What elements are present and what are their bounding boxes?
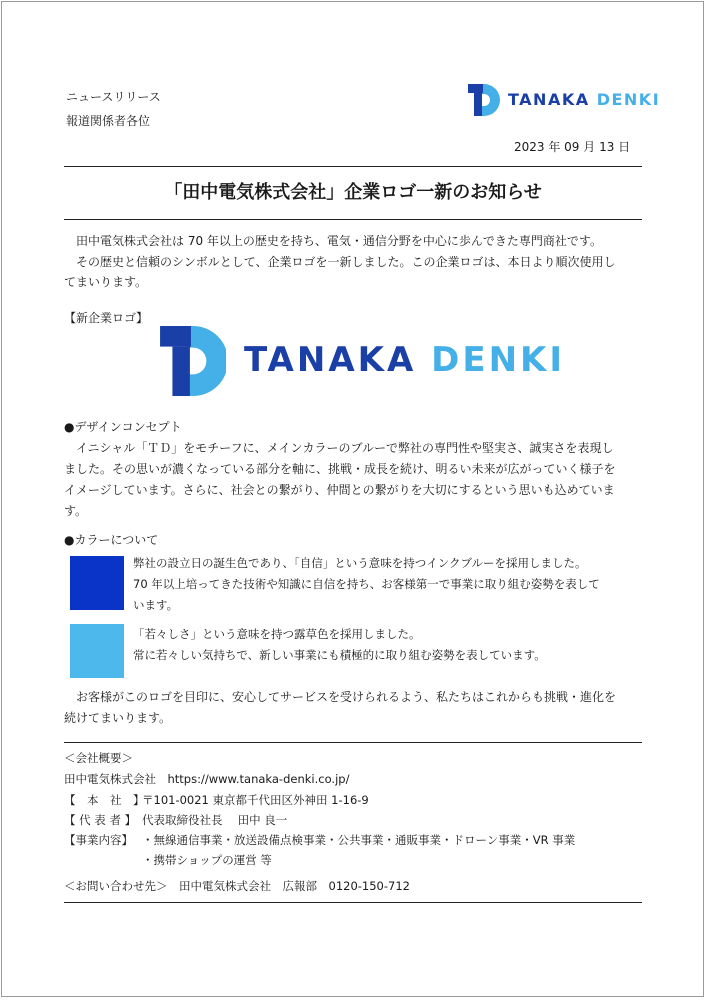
td-logo-mark bbox=[160, 326, 226, 396]
concept-line: す。 bbox=[64, 504, 88, 518]
design-concept-heading: ●デザインコンセプト bbox=[64, 420, 182, 434]
td-logo-mark-small bbox=[468, 84, 500, 116]
intro-line: その歴史と信頼のシンボルとして、企業ロゴを一新しました。この企業ロゴは、本日より順次使用し bbox=[76, 255, 616, 269]
main-logo bbox=[160, 326, 566, 398]
contact-info: ＜お問い合わせ先＞ 田中電気株式会社 広報部 0120-150-712 bbox=[64, 879, 410, 893]
intro-line: てまいります。 bbox=[64, 275, 148, 289]
divider bbox=[64, 166, 642, 167]
business-label: 【事業内容】 bbox=[64, 833, 133, 847]
intro-line: 田中電気株式会社は 70 年以上の歴史を持ち、電気・通信分野を中心に歩んできた専門商社です。 bbox=[76, 234, 602, 248]
main-logo-wordmark: TANAKA DENKI bbox=[244, 340, 566, 380]
hq-label: 【 本 社 】 bbox=[64, 793, 145, 807]
page-title: 「田中電気株式会社」企業ロゴ一新のお知らせ bbox=[164, 182, 542, 203]
representative-value: 代表取締役社長 田中 良一 bbox=[142, 813, 288, 827]
business-line: ・携帯ショップの運営 等 bbox=[142, 853, 272, 867]
company-heading: ＜会社概要＞ bbox=[64, 751, 133, 765]
color-desc-line: 「若々しさ」という意味を持つ露草色を採用しました。 bbox=[133, 627, 421, 641]
color-desc-line: います。 bbox=[133, 598, 179, 612]
colors-heading: ●カラーについて bbox=[64, 533, 159, 547]
concept-line: ました。その思いが濃くなっている部分を軸に、挑戦・成長を続け、明るい未来が広がっていく様子を bbox=[64, 462, 616, 476]
divider bbox=[64, 742, 642, 743]
release-label: ニュースリリース bbox=[66, 90, 161, 104]
business-line: ・無線通信事業・放送設備点検事業・公共事業・通販事業・ドローン事業・VR 事業 bbox=[142, 833, 576, 847]
concept-line: イメージしています。さらに、社会との繋がり、仲間との繋がりを大切にするという思いも込めていま bbox=[64, 483, 615, 497]
ink-blue-swatch bbox=[70, 556, 124, 610]
release-date: 2023 年 09 月 13 日 bbox=[514, 140, 631, 154]
new-logo-label: 【新企業ロゴ】 bbox=[64, 311, 149, 325]
divider bbox=[64, 902, 642, 903]
closing-line: お客様がこのロゴを目印に、安心してサービスを受けられるよう、私たちはこれからも挑戦・進化を bbox=[76, 690, 617, 704]
recipients: 報道関係者各位 bbox=[66, 114, 151, 128]
header-logo bbox=[468, 84, 661, 118]
representative-label: 【 代 表 者 】 bbox=[64, 813, 137, 827]
closing-line: 続けてまいります。 bbox=[64, 711, 172, 725]
dayflower-blue-swatch bbox=[70, 624, 124, 678]
concept-line: イニシャル「ＴＤ」をモチーフに、メインカラーのブルーで弊社の専門性や堅実さ、誠実さを表現し bbox=[76, 441, 614, 455]
divider bbox=[64, 219, 642, 220]
company-name-url: 田中電気株式会社 https://www.tanaka-denki.co.jp/ bbox=[64, 772, 350, 786]
color-desc-line: 常に若々しい気持ちで、新しい事業にも積極的に取り組む姿勢を表しています。 bbox=[133, 648, 546, 662]
header-logo-wordmark: TANAKA DENKI bbox=[508, 90, 661, 109]
color-desc-line: 弊社の設立日の誕生色であり、「自信」という意味を持つインクブルーを採用しました。 bbox=[133, 556, 587, 570]
color-desc-line: 70 年以上培ってきた技術や知識に自信を持ち、お客様第一で事業に取り組む姿勢を表して bbox=[133, 577, 600, 591]
hq-value: 〒101-0021 東京都千代田区外神田 1-16-9 bbox=[142, 793, 369, 807]
